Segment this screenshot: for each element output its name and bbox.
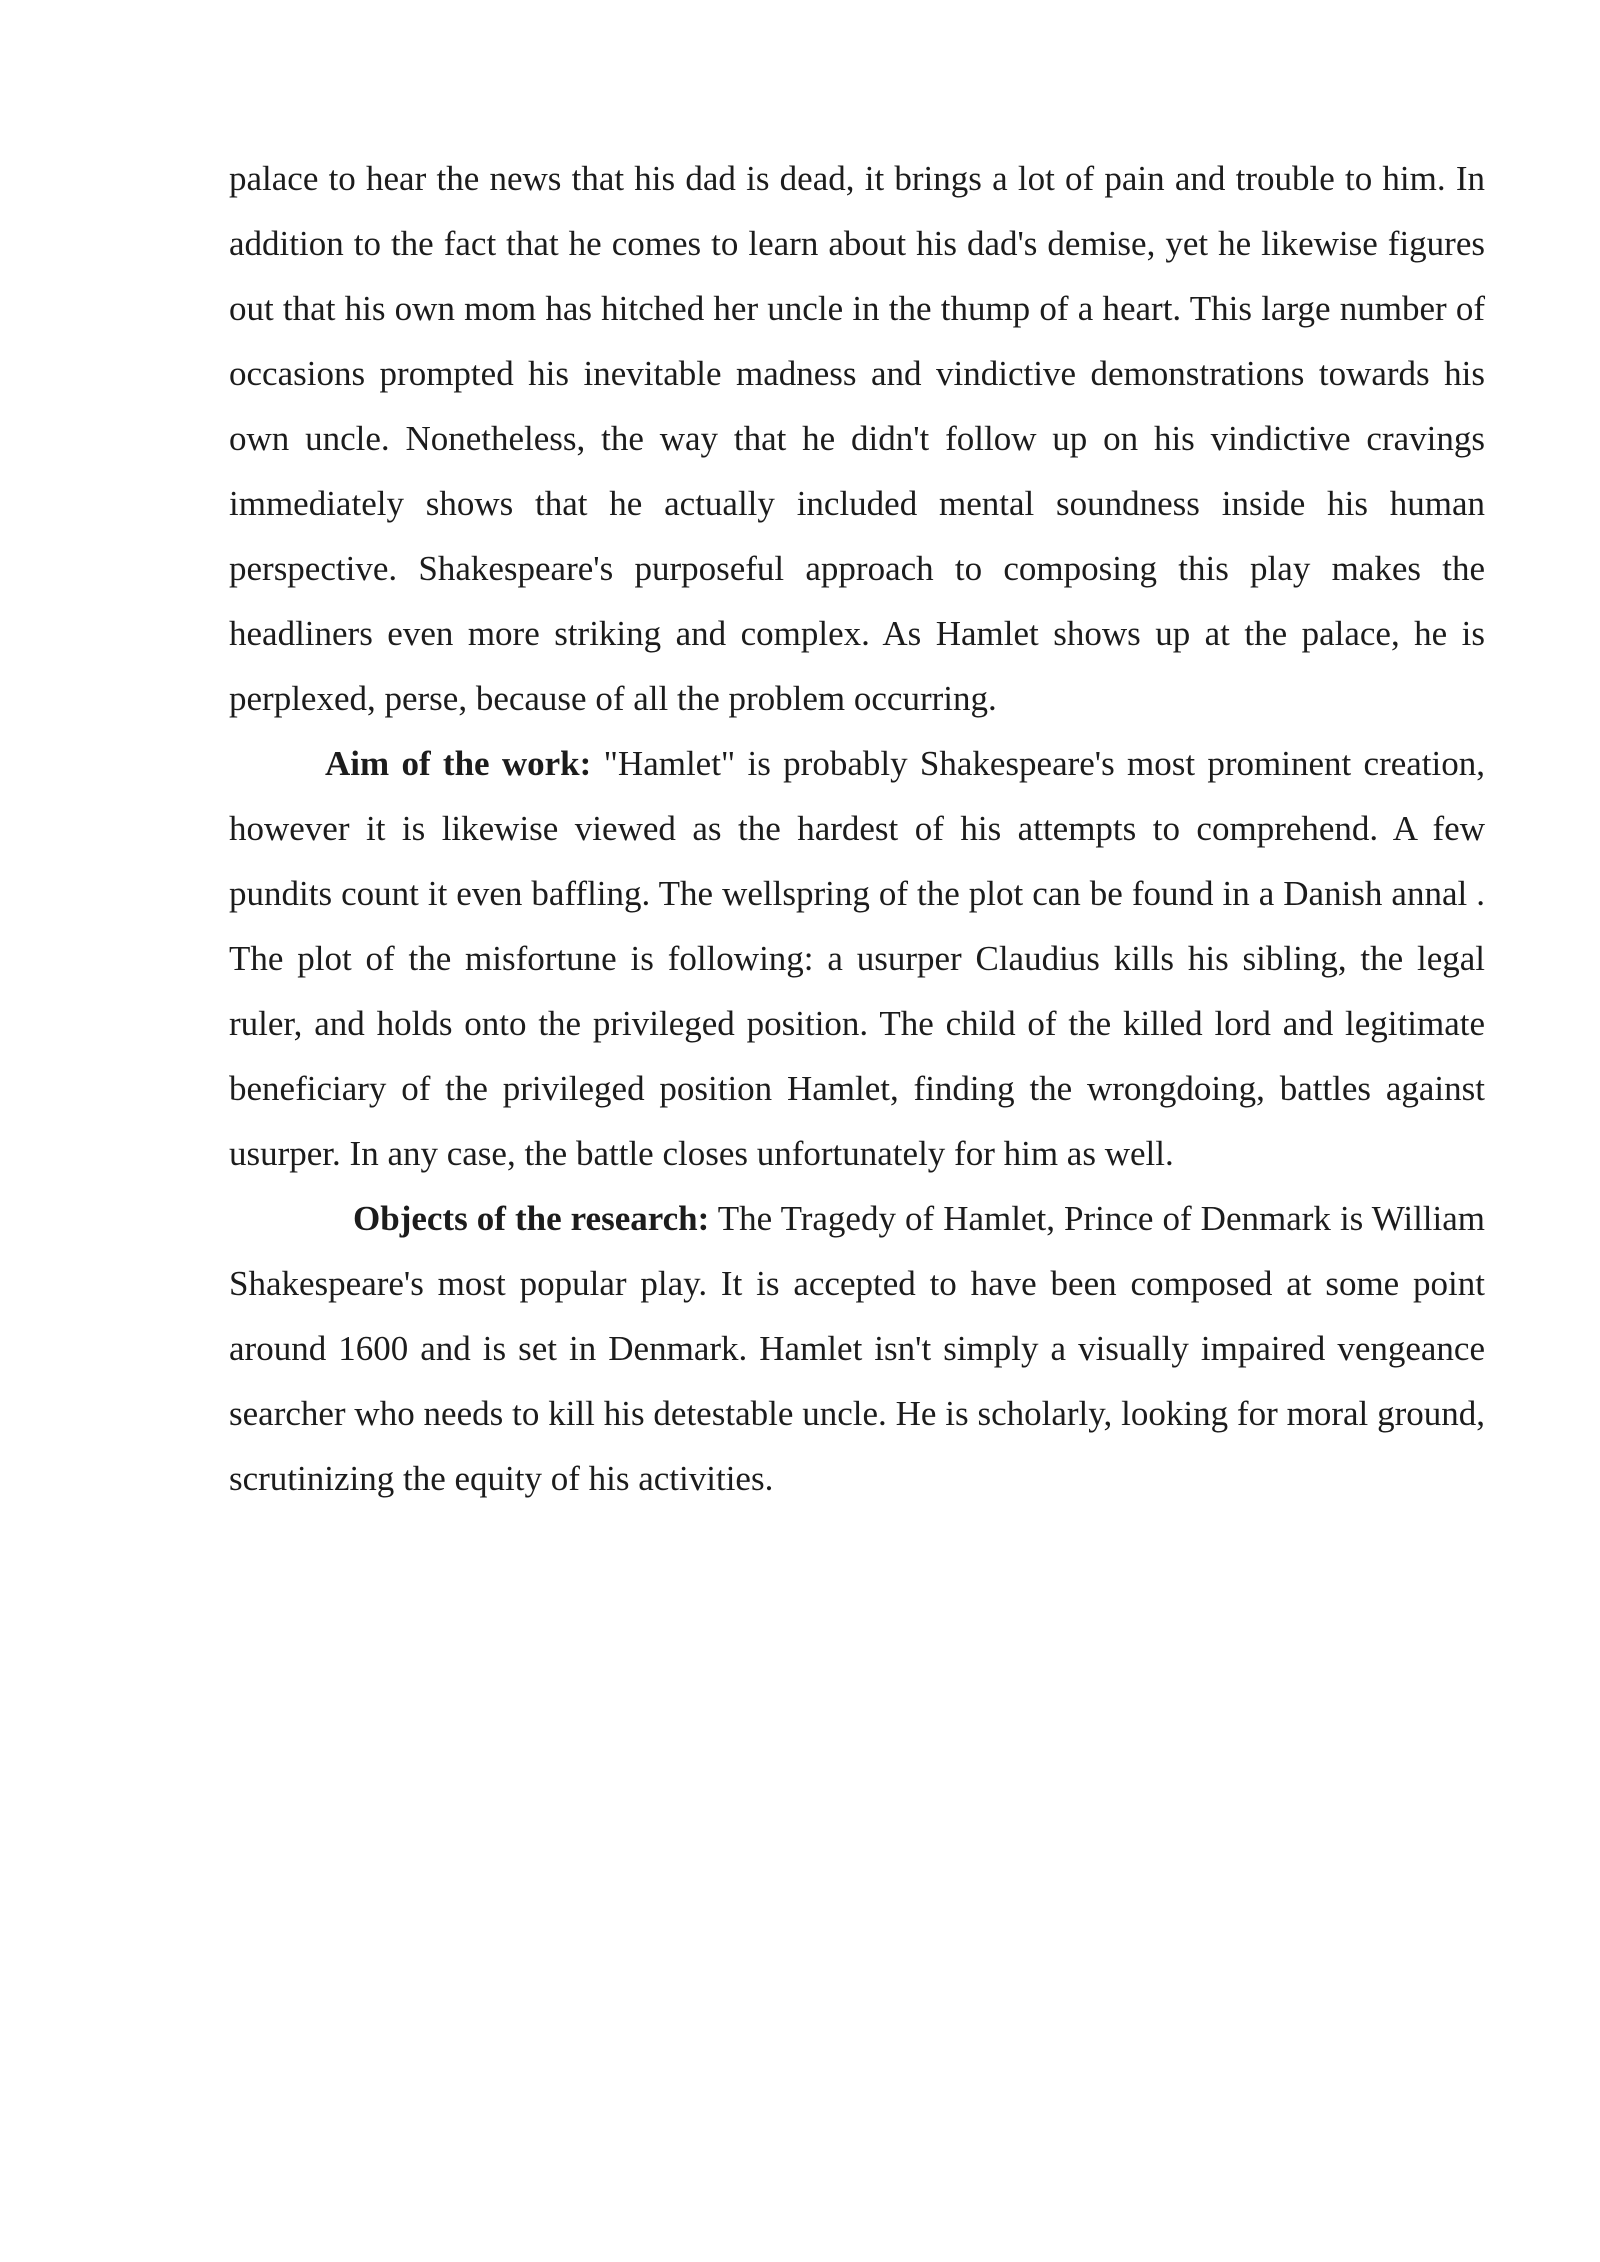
paragraph-aim-of-the-work <box>229 731 1485 1186</box>
aim-of-the-work-text: "Hamlet" is probably Shakespeare's most prominent creation, however it is likewise viewed as the hardest of his attempts to comprehend. A few pundits count it even baffling. The wellspring of the plot can be found in a Danish annal . The plot of the misfortune is following: a usurper Claudius kills his sibling, the legal ruler, and holds onto the privileged position. The child of the killed lord and legitimate beneficiary of the privileged position Hamlet, finding the wrongdoing, battles against usurper. In any case, the battle closes unfortunately for him as well. <box>229 744 1486 1173</box>
paragraph-intro-text: palace to hear the news that his dad is dead, it brings a lot of pain and trouble to him. In addition to the fact that he comes to learn about his dad's demise, yet he likewise figures out that his own mom has hitched her uncle in the thump of a heart. This large number of occasions prompted his inevitable madness and vindictive demonstrations towards his own uncle. Nonetheless, the way that he didn't follow up on his vindictive cravings immediately shows that he actually included mental soundness inside his human perspective. Shakespeare's purposeful approach to composing this play makes the headliners even more striking and complex. As Hamlet shows up at the palace, he is perplexed, perse, because of all the problem occurring. <box>229 159 1485 718</box>
paragraph-intro <box>229 146 1485 731</box>
paragraph-objects-of-the-research <box>229 1186 1485 1511</box>
objects-of-the-research-heading: Objects of the research: <box>353 1199 710 1238</box>
objects-of-the-research-text: The Tragedy of Hamlet, Prince of Denmark is William Shakespeare's most popular play. It is accepted to have been composed at some point around 1600 and is set in Denmark. Hamlet isn't simply a visually impaired vengeance searcher who needs to kill his detestable uncle. He is scholarly, looking for moral ground, scrutinizing the equity of his activities. <box>229 1199 1486 1498</box>
body-text <box>229 146 1485 1511</box>
aim-of-the-work-heading: Aim of the work: <box>325 744 592 783</box>
